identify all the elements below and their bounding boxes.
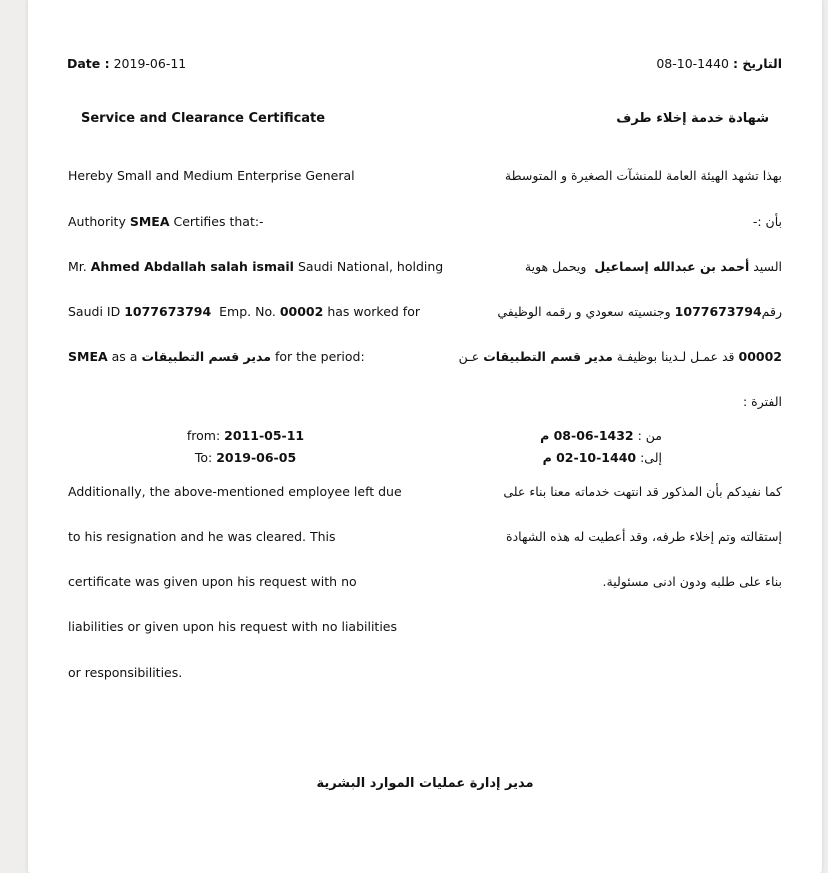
- period-from-ar: من : 1432-06-08 م: [540, 428, 662, 443]
- employee-name-en: Ahmed Abdallah salah ismail: [90, 259, 294, 274]
- en-line-2: Authority SMEA Certifies that:-: [68, 214, 264, 229]
- ar-line-1: بهذا تشهد الهيئة العامة للمنشآت الصغيرة و المتوسطة: [504, 168, 782, 183]
- emp-no-ar: 00002: [738, 349, 782, 364]
- emp-no-en: 00002: [279, 304, 324, 319]
- period-from-en: from: 2011-05-11: [186, 428, 305, 443]
- en-para2-line-5: or responsibilities.: [68, 665, 183, 680]
- to-date-en: 2019-06-05: [216, 450, 297, 465]
- employee-name-ar: أحمد بن عبدالله إسماعيل: [594, 259, 750, 274]
- arabic-title: شهادة خدمة إخلاء طرف: [616, 111, 769, 126]
- en-line-5: SMEA as a مدير قسم التطبيقات for the period:: [68, 349, 365, 364]
- saudi-id-ar: 1077673794: [674, 304, 762, 319]
- en-line-1: Hereby Small and Medium Enterprise General: [68, 168, 355, 183]
- date-value-en: 2019-06-11: [113, 56, 187, 71]
- ar-line-3: السيد أحمد بن عبدالله إسماعيل ويحمل هوية: [524, 259, 782, 274]
- english-date: [67, 56, 186, 72]
- arabic-date: [656, 56, 782, 72]
- date-label-en: Date :: [67, 56, 110, 71]
- ar-line-2: بأن :-: [752, 214, 782, 229]
- en-para2-line-1: Additionally, the above-mentioned employee left due: [68, 484, 402, 499]
- en-para2-line-3: certificate was given upon his request with no: [68, 574, 357, 589]
- date-label-ar: التاريخ :: [732, 56, 782, 71]
- ar-line-6: الفترة :: [742, 394, 782, 409]
- en-para2-line-4: liabilities or given upon his request with no liabilities: [68, 619, 398, 634]
- ar-para2-line-2: إستقالته وتم إخلاء طرفه، وقد أعطيت له هذه الشهادة: [506, 529, 782, 544]
- from-date-en: 2011-05-11: [224, 428, 305, 443]
- from-date-ar: 1432-06-08 م: [540, 428, 634, 443]
- job-title-ar: مدير قسم التطبيقات: [483, 349, 613, 364]
- signature-title: مدير إدارة عمليات الموارد البشرية: [316, 776, 534, 791]
- en-line-3: Mr. Ahmed Abdallah salah ismail Saudi National, holding: [68, 259, 444, 274]
- en-line-4: Saudi ID 1077673794 Emp. No. 00002 has worked for: [68, 304, 420, 319]
- ar-line-5: 00002 قد عمـل لـدينا بوظيفـة مدير قسم التطبيقات عـن: [458, 349, 782, 364]
- to-date-ar: 1440-10-02 م: [542, 450, 637, 465]
- en-para2-line-2: to his resignation and he was cleared. This: [68, 529, 336, 544]
- saudi-id-en: 1077673794: [124, 304, 212, 319]
- certificate-page: [28, 0, 822, 873]
- date-value-ar: 1440-10-08: [656, 56, 729, 71]
- ar-para2-line-3: بناء على طلبه ودون ادنى مسئولية.: [602, 574, 782, 589]
- org-abbr-2: SMEA: [68, 349, 108, 364]
- ar-para2-line-1: كما نفيدكم بأن المذكور قد انتهت خدماته معنا بناء على: [503, 484, 782, 499]
- ar-line-4: رقم1077673794 وجنسيته سعودي و رقمه الوظيفي: [497, 304, 782, 319]
- period-to-en: To: 2019-06-05: [194, 450, 297, 465]
- org-abbr: SMEA: [129, 214, 170, 229]
- period-to-ar: إلى: 1440-10-02 م: [542, 450, 662, 465]
- english-title: Service and Clearance Certificate: [81, 111, 326, 126]
- job-title-en: مدير قسم التطبيقات: [141, 349, 271, 364]
